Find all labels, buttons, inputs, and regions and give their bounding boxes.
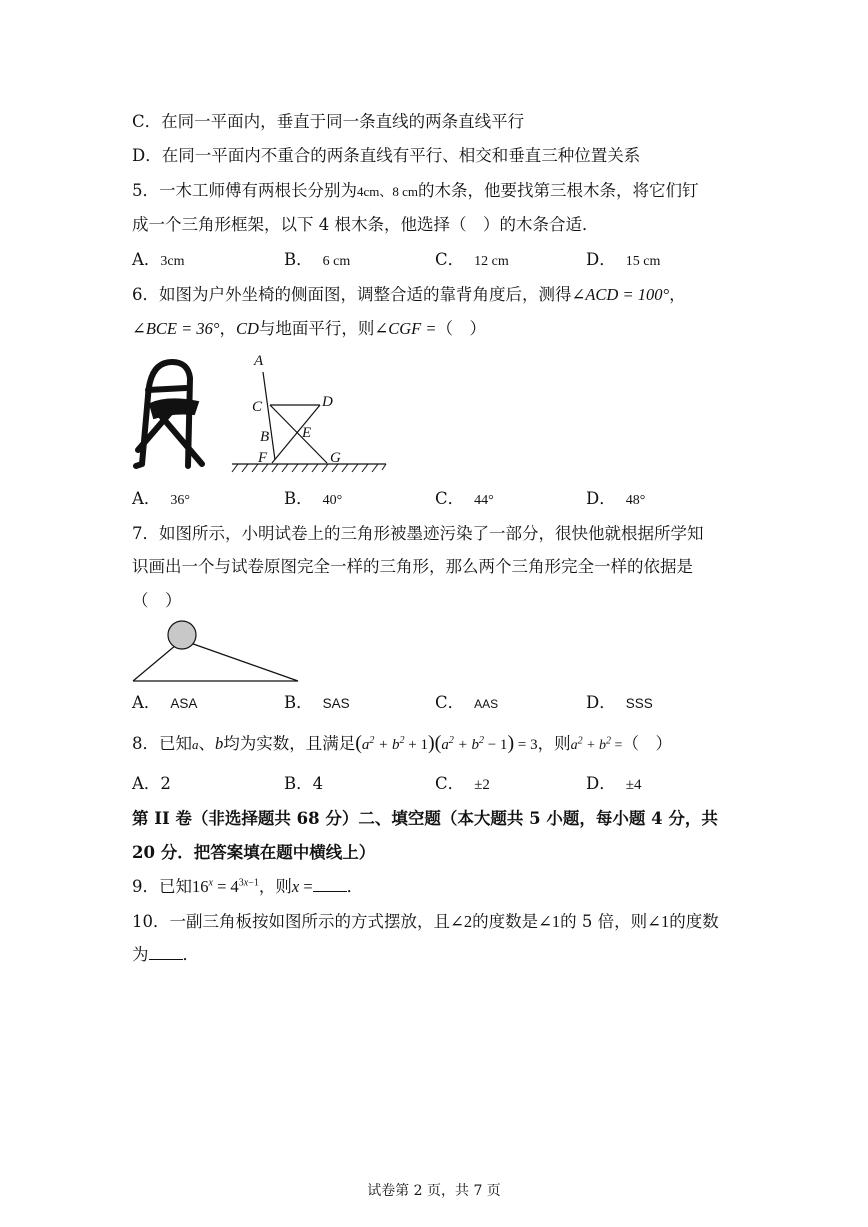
label-f: F (258, 450, 268, 466)
label-g: G (330, 450, 341, 466)
q6-angle-acd: ∠ACD = 100° (571, 285, 670, 304)
q7-stem-line1: 7．如图所示，小明试卷上的三角形被墨迹污染了一部分，很快他就根据所学知 (132, 524, 704, 543)
q5-length-2: 8 cm (392, 184, 419, 199)
q8-expression: $a^2 + b^2$ = (570, 735, 623, 753)
q10-stem-line1: 10．一副三角板按如图所示的方式摆放，且∠2的度数是∠1的 5 倍，则∠1的度数 (132, 912, 719, 931)
q6-option-d[interactable]: D． 48° (586, 489, 646, 508)
label-d: D (322, 394, 333, 410)
q10-answer-blank[interactable] (149, 945, 183, 960)
label-e: E (302, 425, 312, 441)
chair-illustration (128, 356, 208, 476)
q9-equation: $16^x = 4^{3x-1}$ (192, 877, 259, 896)
page-footer: 试卷第 2 页，共 7 页 (367, 1183, 501, 1199)
q5-stem-line1: 5．一木工师傅有两根长分别为4cm、8 cm的木条，他要找第三根木条，将它们钉 (132, 181, 699, 200)
q9-answer-blank[interactable] (313, 877, 347, 892)
q6-stem-line2: ∠BCE = 36°，CD与地面平行，则∠CGF =（ ） (132, 319, 486, 338)
label-c: C (252, 399, 263, 415)
ground-hatching (232, 464, 386, 472)
q6-option-a[interactable]: A． 36° (132, 489, 191, 508)
section-2-header-line2: 20 分．把答案填在题中横线上） (132, 843, 376, 862)
q5-stem-line2: 成一个三角形框架，以下 4 根木条，他选择（ ）的木条合适． (132, 215, 599, 234)
q7-triangle-figure (132, 618, 302, 684)
q7-option-a[interactable]: A． ASA (132, 693, 198, 712)
q7-option-d[interactable]: D． SSS (586, 693, 653, 712)
q6-angle-cgf: ∠CGF = (374, 319, 437, 338)
q9-variable: x = (291, 877, 313, 896)
q5-length-1: 4cm (357, 184, 380, 199)
q9-stem: 9．已知$16^x = 4^{3x-1}$，则x = ． (132, 877, 364, 896)
q6-option-b[interactable]: B． 40° (284, 489, 343, 508)
label-a: A (254, 353, 264, 369)
q7-option-c[interactable]: C． AAS (435, 693, 499, 712)
q6-angle-bce: ∠BCE = 36° (132, 319, 220, 338)
q5-option-c[interactable]: C． 12 cm (435, 250, 509, 269)
q8-equation: $(a^2 + b^2 + 1)(a^2 + b^2 - 1) = 3$ (355, 732, 538, 754)
q4-option-d: D．在同一平面内不重合的两条直线有平行、相交和垂直三种位置关系 (132, 146, 641, 165)
q5-option-a[interactable]: A．3cm (132, 250, 185, 269)
q7-stem-line3: （ ） (132, 591, 182, 610)
q6-geometry-figure (230, 350, 390, 475)
q5-option-d[interactable]: D． 15 cm (586, 250, 661, 269)
q4-option-c: C．在同一平面内，垂直于同一条直线的两条直线平行 (132, 112, 525, 131)
q8-option-c[interactable]: C． ±2 (435, 774, 490, 793)
q7-option-b[interactable]: B． SAS (284, 693, 350, 712)
label-b: B (260, 429, 270, 445)
q8-option-d[interactable]: D． ±4 (586, 774, 642, 793)
q10-stem-line2: 为 ． (132, 945, 199, 964)
q6-stem-line1: 6．如图为户外坐椅的侧面图，调整合适的靠背角度后，测得∠ACD = 100°， (132, 285, 686, 304)
ink-stain (168, 621, 196, 649)
q6-option-c[interactable]: C． 44° (435, 489, 494, 508)
q8-stem: 8．已知a、b均为实数，且满足$(a^2 + b^2 + 1)(a^2 + b^2 - 1) = 3$，则$a^2 + b^2$ =（ ） (132, 732, 672, 754)
q8-option-a[interactable]: A．2 (132, 774, 171, 793)
q7-stem-line2: 识画出一个与试卷原图完全一样的三角形，那么两个三角形完全一样的依据是 (132, 557, 693, 576)
q5-option-b[interactable]: B． 6 cm (284, 250, 351, 269)
section-2-header-line1: 第 II 卷（非选择题共 68 分）二、填空题（本大题共 5 小题，每小题 4 分，共 (132, 809, 718, 828)
q8-option-b[interactable]: B．4 (284, 774, 324, 793)
